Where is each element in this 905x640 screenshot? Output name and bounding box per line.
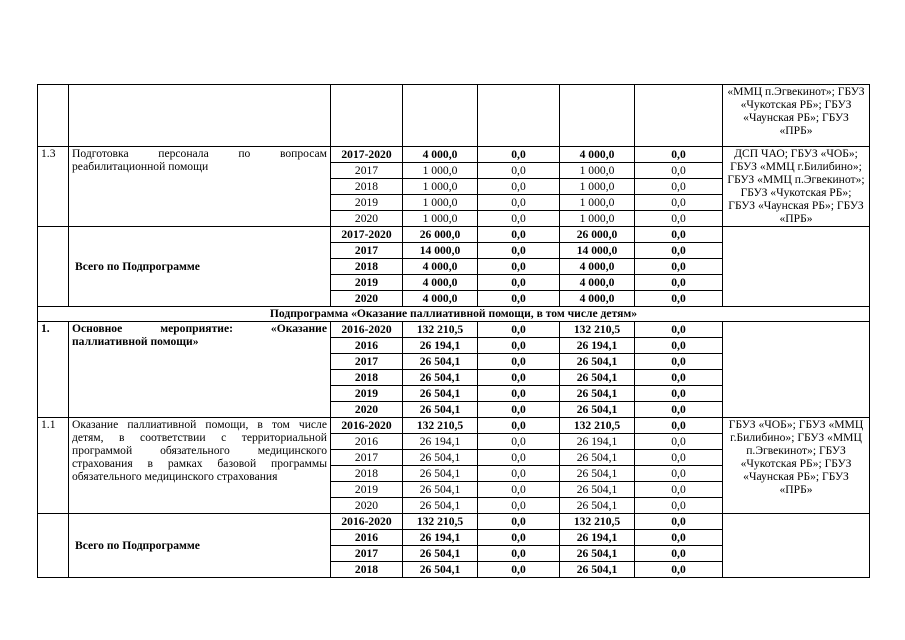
value-cell: 0,0 [478, 275, 560, 291]
year-cell: 2018 [331, 259, 403, 275]
year-cell: 2018 [331, 466, 403, 482]
value-cell: 26 504,1 [403, 386, 478, 402]
item-description: Основное мероприятие: «Оказание паллиативной помощи» [69, 322, 331, 418]
year-cell: 2017-2020 [331, 227, 403, 243]
value-cell: 0,0 [635, 227, 723, 243]
value-cell: 4 000,0 [560, 259, 635, 275]
year-cell: 2016 [331, 530, 403, 546]
value-cell: 0,0 [635, 498, 723, 514]
value-cell: 0,0 [478, 482, 560, 498]
value-cell: 0,0 [478, 243, 560, 259]
value-cell: 26 194,1 [403, 434, 478, 450]
value-cell: 0,0 [478, 163, 560, 179]
value-cell: 1 000,0 [403, 195, 478, 211]
value-cell: 26 504,1 [560, 402, 635, 418]
table-row [38, 227, 870, 243]
value-cell: 0,0 [478, 147, 560, 163]
table-row [38, 418, 870, 434]
value-cell: 0,0 [635, 338, 723, 354]
value-cell: 132 210,5 [560, 322, 635, 338]
value-cell: 1 000,0 [403, 179, 478, 195]
value-cell: 1 000,0 [560, 163, 635, 179]
value-cell: 132 210,5 [403, 322, 478, 338]
value-cell: 26 504,1 [403, 482, 478, 498]
value-cell: 0,0 [635, 450, 723, 466]
value-cell: 26 504,1 [560, 450, 635, 466]
value-cell: 26 194,1 [560, 338, 635, 354]
value-cell: 26 504,1 [403, 354, 478, 370]
value-cell: 1 000,0 [560, 195, 635, 211]
year-cell: 2016 [331, 434, 403, 450]
value-cell: 26 504,1 [403, 498, 478, 514]
value-cell: 0,0 [635, 466, 723, 482]
value-cell: 0,0 [478, 418, 560, 434]
year-cell: 2020 [331, 291, 403, 307]
value-cell: 0,0 [635, 402, 723, 418]
value-cell: 0,0 [478, 450, 560, 466]
value-cell: 0,0 [635, 291, 723, 307]
value-cell: 0,0 [635, 211, 723, 227]
value-cell: 4 000,0 [560, 275, 635, 291]
table-row [38, 322, 870, 338]
executors-cell [723, 322, 870, 418]
value-cell: 0,0 [478, 211, 560, 227]
value-cell: 1 000,0 [403, 163, 478, 179]
executors-cell [723, 514, 870, 578]
value-cell: 4 000,0 [560, 291, 635, 307]
year-cell: 2018 [331, 179, 403, 195]
value-cell: 26 194,1 [560, 530, 635, 546]
value-cell: 4 000,0 [403, 147, 478, 163]
year-cell: 2016-2020 [331, 322, 403, 338]
value-cell: 0,0 [635, 179, 723, 195]
value-cell: 26 504,1 [560, 386, 635, 402]
value-cell: 0,0 [635, 546, 723, 562]
year-cell: 2019 [331, 195, 403, 211]
value-cell: 0,0 [478, 562, 560, 578]
value-cell: 0,0 [478, 498, 560, 514]
value-cell: 132 210,5 [560, 514, 635, 530]
total-label: Всего по Подпрограмме [69, 227, 331, 307]
item-description: Оказание паллиативной помощи, в том числе детям, в соответствии с территориальной программой обязательного медицинского страхования в рамках базовой программы обязательного медицинского страхования [69, 418, 331, 514]
value-cell: 132 210,5 [403, 514, 478, 530]
value-cell: 26 504,1 [403, 402, 478, 418]
value-cell: 26 000,0 [560, 227, 635, 243]
item-number: 1.1 [38, 418, 69, 514]
value-cell: 1 000,0 [403, 211, 478, 227]
value-cell: 26 504,1 [403, 466, 478, 482]
value-cell: 26 504,1 [560, 562, 635, 578]
year-cell: 2020 [331, 211, 403, 227]
year-cell: 2018 [331, 562, 403, 578]
value-cell: 0,0 [635, 243, 723, 259]
empty-cell [38, 514, 69, 578]
value-cell: 26 194,1 [560, 434, 635, 450]
value-cell: 0,0 [478, 386, 560, 402]
value-cell: 26 504,1 [560, 466, 635, 482]
year-cell: 2016-2020 [331, 418, 403, 434]
value-cell: 26 000,0 [403, 227, 478, 243]
value-cell: 132 210,5 [560, 418, 635, 434]
year-cell: 2019 [331, 275, 403, 291]
value-cell: 0,0 [478, 259, 560, 275]
value-cell: 0,0 [478, 370, 560, 386]
year-cell: 2017 [331, 546, 403, 562]
value-cell: 0,0 [478, 434, 560, 450]
item-description: Подготовка персонала по вопросам реабилитационной помощи [69, 147, 331, 227]
value-cell: 0,0 [478, 466, 560, 482]
year-cell: 2016-2020 [331, 514, 403, 530]
year-cell: 2017 [331, 450, 403, 466]
value-cell: 0,0 [635, 434, 723, 450]
year-cell: 2017 [331, 354, 403, 370]
year-cell: 2017 [331, 163, 403, 179]
subprogram-title: Подпрограмма «Оказание паллиативной помощи, в том числе детям» [38, 307, 870, 322]
value-cell: 0,0 [635, 370, 723, 386]
table-row [38, 147, 870, 163]
item-number: 1. [38, 322, 69, 418]
value-cell: 0,0 [478, 546, 560, 562]
value-cell: 0,0 [635, 482, 723, 498]
value-cell: 0,0 [478, 402, 560, 418]
value-cell: 26 504,1 [403, 546, 478, 562]
value-cell: 132 210,5 [403, 418, 478, 434]
subprogram-header-row [38, 307, 870, 322]
value-cell: 1 000,0 [560, 179, 635, 195]
value-cell: 0,0 [478, 179, 560, 195]
executors-cell: ГБУЗ «ЧОБ»; ГБУЗ «ММЦ г.Билибино»; ГБУЗ «ММЦ п.Эгвекинот»; ГБУЗ «Чукотская РБ»; ГБУЗ «Чаунская РБ»; ГБУЗ «ПРБ» [723, 418, 870, 514]
executors-cell [723, 227, 870, 307]
value-cell: 0,0 [635, 530, 723, 546]
value-cell: 26 504,1 [403, 370, 478, 386]
value-cell: 0,0 [635, 322, 723, 338]
value-cell: 0,0 [635, 163, 723, 179]
value-cell: 26 504,1 [560, 370, 635, 386]
value-cell: 26 194,1 [403, 530, 478, 546]
value-cell: 0,0 [478, 338, 560, 354]
value-cell: 26 504,1 [560, 482, 635, 498]
value-cell: 26 504,1 [560, 354, 635, 370]
table-row [38, 514, 870, 530]
value-cell: 4 000,0 [403, 291, 478, 307]
value-cell: 26 504,1 [560, 498, 635, 514]
year-cell: 2019 [331, 386, 403, 402]
year-cell: 2018 [331, 370, 403, 386]
value-cell: 14 000,0 [560, 243, 635, 259]
value-cell: 14 000,0 [403, 243, 478, 259]
year-cell: 2017 [331, 243, 403, 259]
value-cell: 4 000,0 [403, 259, 478, 275]
value-cell: 4 000,0 [403, 275, 478, 291]
value-cell: 0,0 [635, 195, 723, 211]
empty-cell [38, 227, 69, 307]
year-cell: 2020 [331, 402, 403, 418]
value-cell: 1 000,0 [560, 211, 635, 227]
value-cell: 0,0 [635, 275, 723, 291]
year-cell: 2017-2020 [331, 147, 403, 163]
year-cell: 2019 [331, 482, 403, 498]
year-cell: 2020 [331, 498, 403, 514]
executors-cell: «ММЦ п.Эгвекинот»; ГБУЗ «Чукотская РБ»; ГБУЗ «Чаунская РБ»; ГБУЗ «ПРБ» [723, 85, 870, 147]
table-row [38, 85, 870, 147]
value-cell: 0,0 [635, 259, 723, 275]
value-cell: 26 504,1 [560, 546, 635, 562]
value-cell: 4 000,0 [560, 147, 635, 163]
executors-cell: ДСП ЧАО; ГБУЗ «ЧОБ»; ГБУЗ «ММЦ г.Билибино»; ГБУЗ «ММЦ п.Эгвекинот»; ГБУЗ «Чукотская РБ»; ГБУЗ «Чаунская РБ»; ГБУЗ «ПРБ» [723, 147, 870, 227]
value-cell: 26 504,1 [403, 562, 478, 578]
value-cell: 0,0 [478, 530, 560, 546]
value-cell: 0,0 [478, 227, 560, 243]
value-cell: 0,0 [635, 386, 723, 402]
value-cell: 0,0 [635, 562, 723, 578]
value-cell: 26 194,1 [403, 338, 478, 354]
item-number: 1.3 [38, 147, 69, 227]
value-cell: 0,0 [635, 147, 723, 163]
value-cell: 0,0 [478, 322, 560, 338]
value-cell: 0,0 [635, 514, 723, 530]
total-label: Всего по Подпрограмме [69, 514, 331, 578]
value-cell: 0,0 [635, 354, 723, 370]
year-cell: 2016 [331, 338, 403, 354]
value-cell: 0,0 [478, 291, 560, 307]
value-cell: 0,0 [478, 514, 560, 530]
value-cell: 0,0 [635, 418, 723, 434]
value-cell: 0,0 [478, 195, 560, 211]
value-cell: 26 504,1 [403, 450, 478, 466]
value-cell: 0,0 [478, 354, 560, 370]
program-table [37, 84, 870, 578]
